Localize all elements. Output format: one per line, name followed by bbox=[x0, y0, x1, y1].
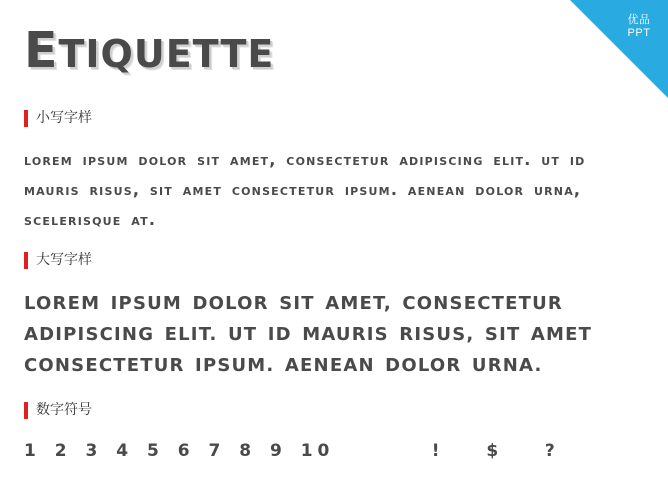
page-title bbox=[24, 22, 274, 83]
page-title-rest: TIQUETTE bbox=[58, 32, 275, 76]
accent-bar-icon bbox=[24, 110, 28, 127]
sample-text-lowercase: lorem ipsum dolor sit amet, consectetur adipiscing elit. ut id mauris risus, sit amet consectetur ipsum. aenean dolor urna, scelerisque at. bbox=[24, 150, 586, 229]
section-label-digits: 数字符号 bbox=[36, 402, 92, 418]
accent-bar-icon bbox=[24, 402, 28, 419]
page-title-initial: E bbox=[24, 22, 59, 79]
section-header-digits bbox=[24, 402, 92, 419]
section-label-lowercase: 小写字样 bbox=[36, 110, 92, 126]
sample-text-digits: 1 2 3 4 5 6 7 8 9 10 ! $ ? bbox=[24, 441, 560, 461]
ribbon-label-line2: PPT bbox=[627, 27, 651, 39]
ribbon-label-line1: 优品 bbox=[627, 14, 651, 26]
section-header-uppercase bbox=[24, 252, 92, 269]
ribbon-shape bbox=[570, 0, 668, 98]
ribbon-label bbox=[616, 14, 662, 40]
section-label-uppercase: 大写字样 bbox=[36, 252, 92, 268]
corner-ribbon bbox=[570, 0, 668, 98]
accent-bar-icon bbox=[24, 252, 28, 269]
section-header-lowercase bbox=[24, 110, 92, 127]
sample-text-uppercase: LOREM IPSUM DOLOR SIT AMET, CONSECTETUR ADIPISCING ELIT. UT ID MAURIS RISUS, SIT AMET CONSECTETUR IPSUM. AENEAN DOLOR URNA. bbox=[24, 293, 593, 376]
